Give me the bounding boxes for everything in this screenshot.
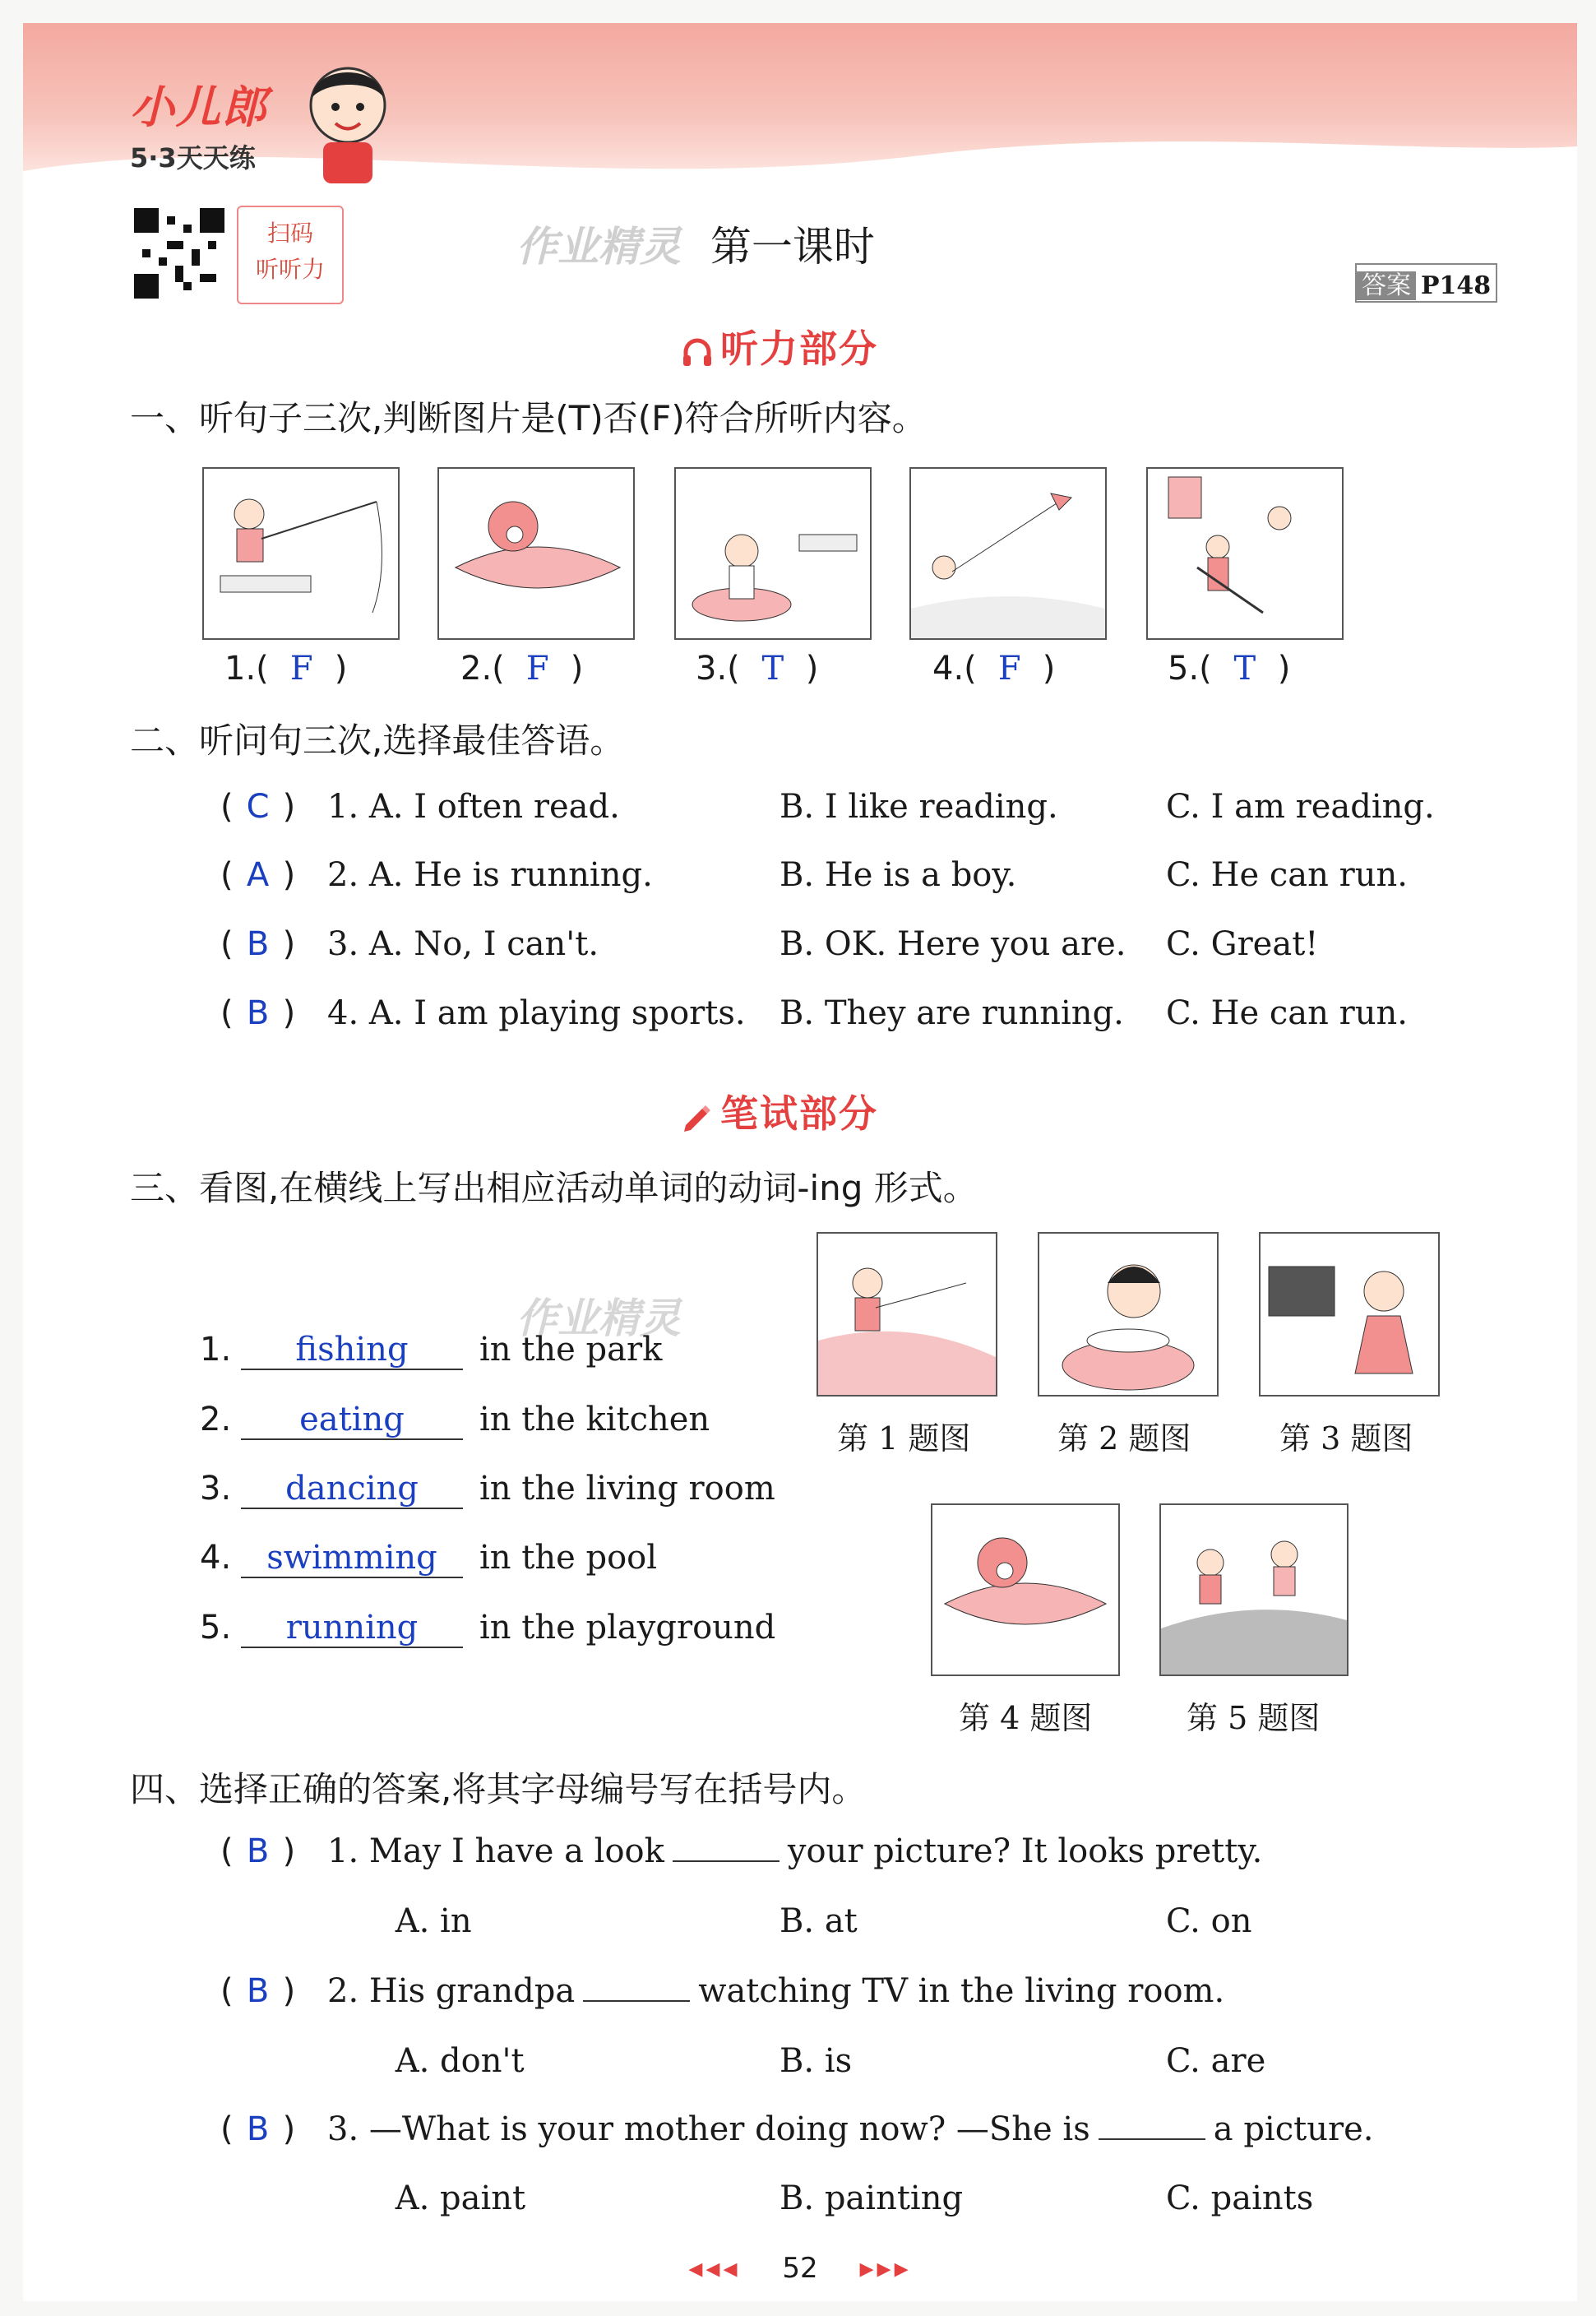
q4-question-after: a picture. (1213, 2110, 1374, 2148)
q1-item-number: 5. (1168, 650, 1200, 688)
option-c: C. are (1166, 2042, 1266, 2080)
answer-label: 答案 (1357, 271, 1416, 300)
q3-rest: in the living room (479, 1470, 775, 1508)
q4-options-1 (220, 1902, 1252, 1940)
option-a: A. No, I can't. (368, 925, 599, 963)
q2-answer[interactable]: B (246, 925, 270, 963)
q1-item-2: 2.( F ) (460, 650, 584, 688)
q4-options-2 (220, 2042, 1266, 2080)
mascot-boy-icon (294, 56, 401, 188)
q3-item-2 (200, 1401, 710, 1440)
option-a: A. in (395, 1902, 472, 1940)
option-a: A. He is running. (368, 856, 653, 894)
q2-num: 3. (327, 925, 359, 963)
q3-answer-blank[interactable]: dancing (241, 1470, 463, 1509)
lesson-title (516, 214, 875, 273)
q2-row-4: ( B ) 4. A. I am playing sports. B. They are running. C. He can run. (220, 994, 1408, 1032)
option-b: B. OK. Here you are. (779, 925, 1126, 963)
q1-item-number: 2. (460, 650, 493, 688)
q3-item-1 (200, 1331, 662, 1370)
q3-num: 5. (200, 1609, 232, 1647)
workbook-page (23, 23, 1577, 2301)
prev-arrows-icon: ◂◂◂ (688, 2252, 741, 2285)
q3-item-3 (200, 1470, 775, 1509)
caption-5: 第 5 题图 (1187, 1700, 1321, 1736)
q1-item-number: 1. (224, 650, 257, 688)
option-c: C. paints (1166, 2179, 1314, 2217)
q3-watermark: 作业精灵 (516, 1295, 681, 1342)
q1-item-1: 1.( F ) (224, 650, 348, 688)
option-c: C. He can run. (1166, 994, 1408, 1032)
answer-reference (1355, 263, 1497, 303)
q4-options-3 (220, 2179, 1314, 2217)
option-b: B. I like reading. (779, 788, 1058, 826)
q3-rest: in the pool (479, 1539, 658, 1577)
blank-line[interactable] (673, 1860, 779, 1862)
q1-item-number: 4. (932, 650, 965, 688)
q1-item-5: 5.( T ) (1168, 650, 1291, 688)
blank-line[interactable] (1099, 2138, 1205, 2140)
writing-heading-text: 笔试部分 (720, 1091, 878, 1136)
option-c: C. Great! (1166, 925, 1319, 963)
q4-answer[interactable]: B (246, 1972, 270, 2010)
q1-picture-2-swimming (437, 467, 635, 640)
q1-answer[interactable]: F (525, 650, 549, 688)
q4-answer[interactable]: B (246, 1832, 270, 1870)
q2-answer[interactable]: A (246, 856, 270, 894)
option-a: A. paint (395, 2179, 526, 2217)
q4-question-before: —What is your mother doing now? —She is (368, 2110, 1090, 2148)
answer-page: P148 (1421, 271, 1492, 300)
brand-logo (130, 72, 268, 175)
q4-title: 四、选择正确的答案,将其字母编号写在括号内。 (130, 1769, 867, 1809)
q1-answer[interactable]: T (761, 650, 784, 688)
q3-item-4 (200, 1539, 657, 1578)
caption-3: 第 3 题图 (1279, 1420, 1413, 1457)
q3-answer-blank[interactable]: fishing (241, 1331, 463, 1370)
next-arrows-icon: ▸▸▸ (859, 2252, 912, 2285)
q3-num: 4. (200, 1539, 232, 1577)
option-b: B. painting (779, 2179, 964, 2217)
headphones-icon (681, 336, 714, 368)
option-a: A. don't (395, 2042, 525, 2080)
q3-answer-blank[interactable]: eating (241, 1401, 463, 1440)
caption-4: 第 4 题图 (959, 1700, 1093, 1736)
caption-2: 第 2 题图 (1057, 1420, 1191, 1457)
q3-num: 1. (200, 1331, 232, 1369)
q2-num: 2. (327, 856, 359, 894)
q2-answer[interactable]: B (246, 994, 270, 1032)
option-a: A. I often read. (368, 788, 620, 826)
scan-listen-label (237, 206, 344, 304)
option-c: C. on (1166, 1902, 1252, 1940)
q2-answer[interactable]: C (246, 788, 270, 826)
q3-picture-2-eating (1038, 1232, 1219, 1397)
option-c: C. He can run. (1166, 856, 1408, 894)
q1-answer[interactable]: F (289, 650, 313, 688)
logo-subtitle: 5·3天天练 (130, 142, 256, 174)
writing-heading (681, 1084, 878, 1138)
q4-num: 2. (327, 1972, 359, 2010)
qr-code-icon[interactable] (134, 208, 224, 299)
q4-num: 1. (327, 1832, 359, 1870)
option-b: B. at (779, 1902, 858, 1940)
listening-heading-text: 听力部分 (720, 327, 878, 371)
caption-1: 第 1 题图 (837, 1420, 971, 1457)
scan-line-2: 听听力 (255, 256, 325, 283)
q1-picture-4-kite (909, 467, 1107, 640)
q4-question-after: watching TV in the living room. (698, 1972, 1225, 2010)
q3-rest: in the playground (479, 1609, 776, 1647)
q4-item-2: ( B ) 2. His grandpa watching TV in the living room. (220, 1972, 1225, 2010)
q1-answer[interactable]: F (997, 650, 1021, 688)
blank-line[interactable] (583, 2000, 690, 2002)
scan-line-1: 扫码 (266, 220, 313, 247)
q4-item-3: ( B ) 3. —What is your mother doing now? —She is a picture. (220, 2110, 1374, 2148)
q4-question-before: May I have a look (368, 1832, 664, 1870)
q3-answer-blank[interactable]: running (241, 1609, 463, 1648)
q3-picture-1-fishing (817, 1232, 997, 1397)
q2-num: 1. (327, 788, 359, 826)
q4-item-1: ( B ) 1. May I have a look your picture? It looks pretty. (220, 1832, 1263, 1870)
pencil-icon (681, 1100, 714, 1133)
q3-rest: in the kitchen (479, 1401, 710, 1438)
q1-picture-5-sweeping (1146, 467, 1344, 640)
q1-item-3: 3.( T ) (696, 650, 819, 688)
option-c: C. I am reading. (1166, 788, 1435, 826)
option-b: B. He is a boy. (779, 856, 1017, 894)
q1-item-number: 3. (696, 650, 728, 688)
q3-item-5 (200, 1609, 775, 1648)
option-a: A. I am playing sports. (368, 994, 746, 1032)
option-b: B. is (779, 2042, 853, 2080)
q1-answer[interactable]: T (1233, 650, 1256, 688)
q3-rest: in the park (479, 1331, 663, 1369)
q2-row-1: ( C ) 1. A. I often read. B. I like reading. C. I am reading. (220, 788, 1435, 826)
page-number: 52 (782, 2252, 818, 2285)
q3-picture-5-running (1159, 1503, 1349, 1676)
q3-num: 3. (200, 1470, 232, 1508)
q4-num: 3. (327, 2110, 359, 2148)
q2-title: 二、听问句三次,选择最佳答语。 (130, 720, 625, 761)
page-footer (23, 2252, 1577, 2285)
q1-item-4: 4.( F ) (932, 650, 1056, 688)
q1-title: 一、听句子三次,判断图片是(T)否(F)符合所听内容。 (130, 398, 927, 438)
q3-picture-4-swimming (931, 1503, 1120, 1676)
q3-answer-blank[interactable]: swimming (241, 1539, 463, 1578)
q4-question-before: His grandpa (368, 1972, 576, 2010)
watermark: 作业精灵 (516, 223, 681, 271)
q3-picture-3-dancing (1259, 1232, 1440, 1397)
listening-heading (681, 319, 878, 373)
q3-num: 2. (200, 1401, 232, 1438)
q1-picture-1-fishing (202, 467, 400, 640)
logo-title: 小儿郎 (130, 81, 268, 133)
q3-title: 三、看图,在横线上写出相应活动单词的动词-ing 形式。 (130, 1168, 978, 1208)
q2-row-3: ( B ) 3. A. No, I can't. B. OK. Here you are. C. Great! (220, 925, 1319, 963)
option-b: B. They are running. (779, 994, 1124, 1032)
lesson-title-text: 第一课时 (710, 223, 875, 271)
q4-answer[interactable]: B (246, 2110, 270, 2148)
q2-num: 4. (327, 994, 359, 1032)
q4-question-after: your picture? It looks pretty. (787, 1832, 1263, 1870)
q2-row-2: ( A ) 2. A. He is running. B. He is a boy. C. He can run. (220, 856, 1408, 894)
q1-picture-3-girl-sitting (674, 467, 872, 640)
